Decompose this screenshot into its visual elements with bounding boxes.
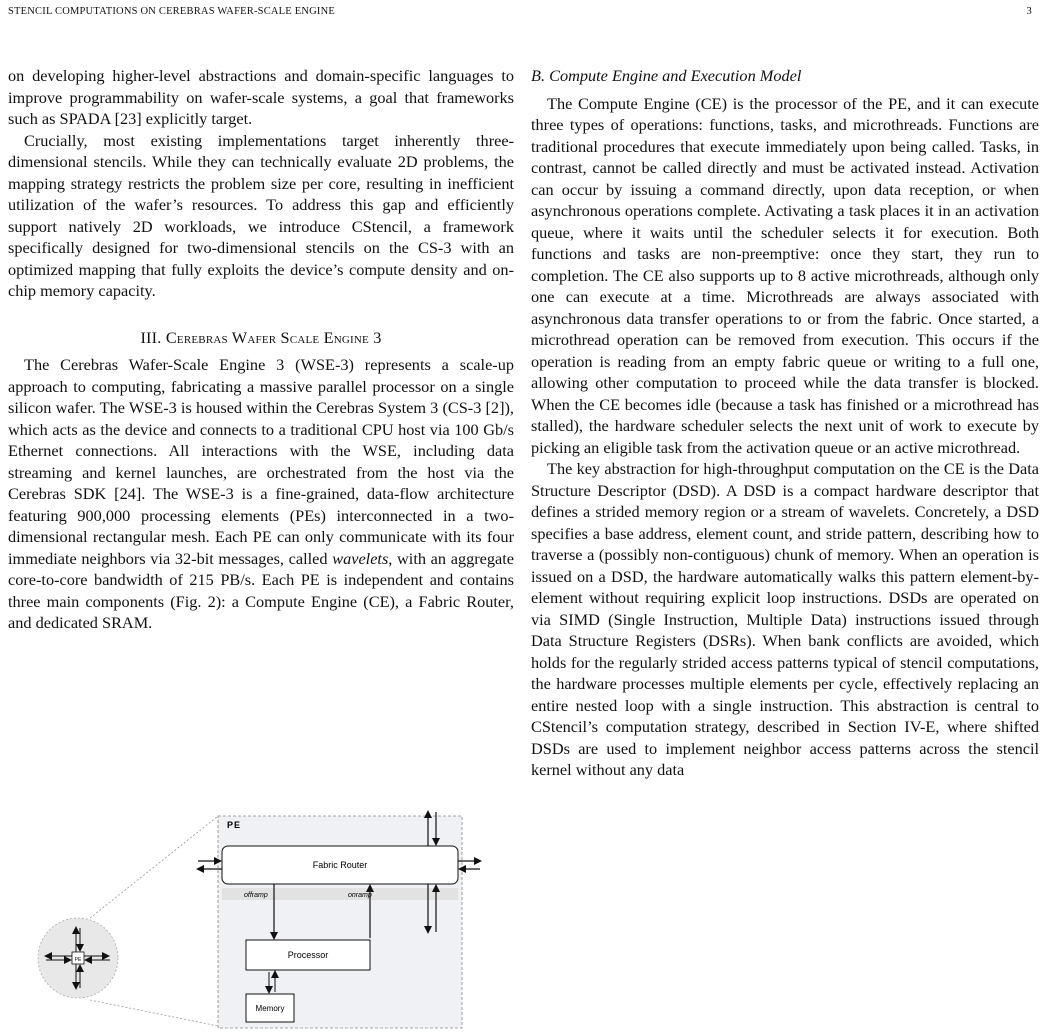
pe-label: PE	[227, 820, 242, 830]
fabric-router-label: Fabric Router	[312, 860, 368, 870]
pe-architecture-diagram	[30, 768, 490, 1030]
paragraph-dsd: The key abstraction for high-throughput computation on the CE is the Data Structure Descriptor (DSD). A DSD is a compact hardware descriptor that defines a strided memory region or a stream of wavelets. Concretely, a DSD specifies a base address, element count, and stride pattern, describing how to traverse a (possibly non-contiguous) chunk of memory. When an operation is issued on a DSD, the hardware automatically walks this pattern element-by-element without requiring explicit loop instructions. DSDs are operated on via SIMD (Single Instruction, Multiple Data) instructions issued through Data Structure Registers (DSRs). When bank conflicts are avoided, which holds for the regularly strided access patterns typical of stencil computations, the hardware processes multiple elements per cycle, effectively replacing an entire nested loop with a single instruction. This abstraction is central to CStencil’s computation strategy, described in Section IV-E, where shifted DSDs are used to implement neighbor access patterns across the stencil kernel without any data	[531, 459, 1039, 779]
zoom-line-top	[90, 816, 218, 918]
emphasis-wavelets: wavelets	[332, 548, 389, 568]
running-head-title: STENCIL COMPUTATIONS ON CEREBRAS WAFER-SCALE ENGINE	[8, 6, 335, 17]
right-column	[531, 65, 1039, 781]
processor-label: Processor	[287, 950, 329, 960]
paragraph-text: , with an aggregate core-to-core bandwidth of 215 PB/s. Each PE is independent and contains three main components (Fig. 2): a Compute Engine (CE), a Fabric Router, and dedicated SRAM.	[8, 548, 514, 632]
running-head	[8, 6, 1032, 17]
paragraph-continuation: on developing higher-level abstractions and domain-specific languages to improve programmability on wafer-scale systems, a goal that frameworks such as SPADA [23] explicitly target.	[8, 66, 514, 128]
memory-label: Memory	[255, 1004, 285, 1013]
left-column	[8, 65, 514, 634]
page-number: 3	[1026, 6, 1032, 17]
zoom-pe-label: PE	[74, 957, 82, 963]
paragraph-text: The Cerebras Wafer-Scale Engine 3 (WSE-3) represents a scale-up approach to computing, fabricating a massive parallel processor on a single silicon wafer. The WSE-3 is housed within the Cerebras System 3 (CS-3 [2]), which acts as the device and connects to a traditional CPU host via 100 Gb/s Ethernet connections. All interactions with the WSE, including data streaming and kernel launches, are orchestrated from the host via the Cerebras SDK [24]. The WSE-3 is a fine-grained, data-flow architecture featuring 900,000 processing elements (PEs) interconnected in a two-dimensional rectangular mesh. Each PE can only communicate with its four immediate neighbors via 32-bit messages, called	[8, 355, 514, 568]
subsection-heading-compute-engine: B. Compute Engine and Execution Model	[531, 66, 802, 85]
zoom-line-bottom	[90, 1000, 218, 1026]
paragraph-wse3-overview	[8, 354, 514, 634]
section-heading-wse3: III. Cerebras Wafer Scale Engine 3	[140, 327, 382, 347]
paragraph-compute-engine: The Compute Engine (CE) is the processor of the PE, and it can execute three types of operations: functions, tasks, and microthreads. Functions are traditional procedures that execute immediately upon being called. Tasks, in contrast, cannot be called directly and must be activated instead. Activation can occur by issuing a command directly, upon data reception, or when asynchronous operations complete. Activating a task places it in an activation queue, where it waits until the scheduler selects it for execution. Both functions and tasks are non-preemptive: once they start, they run to completion. The CE also supports up to 8 active microthreads, although only one can execute at a time. Microthreads are always associated with asynchronous data transfer operations to or from the fabric. Once started, a microthread operation can be removed from execution. This occurs if the operation is reading from an empty fabric queue or writing to a full one, allowing other computation to proceed while the data transfer is blocked. When the CE becomes idle (because a task has finished or a microthread has stalled), the hardware scheduler selects the next unit of work to execute by picking an eligible task from the activation queue or an active microthread.	[531, 93, 1039, 457]
figure-pe-architecture	[30, 768, 490, 1030]
paragraph-cstencil-motivation: Crucially, most existing implementations target inherently three-dimensional stencils. While they can technically evaluate 2D problems, the mapping strategy restricts the problem size per core, resulting in inefficient utilization of the wafer’s resources. To address this gap and efficiently support natively 2D workloads, we introduce CStencil, a framework specifically designed for two-dimensional stencils on the CS-3 with an optimized mapping that fully exploits the device’s compute density and on-chip memory capacity.	[8, 130, 514, 300]
onramp-label: onramp	[348, 892, 372, 899]
offramp-label: offramp	[244, 892, 268, 899]
